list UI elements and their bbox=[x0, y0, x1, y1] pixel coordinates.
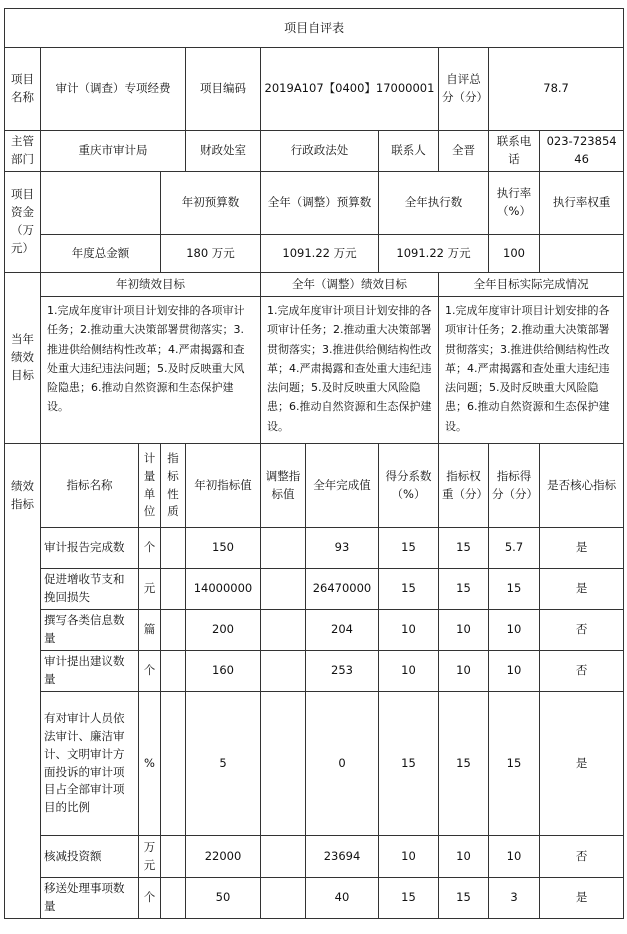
indicator-adj bbox=[261, 610, 306, 651]
goals-actual-header: 全年目标实际完成情况 bbox=[439, 273, 624, 297]
indicator-core: 否 bbox=[540, 610, 624, 651]
indicator-nature bbox=[161, 878, 186, 919]
total-adj-value: 1091.22 万元 bbox=[261, 235, 379, 273]
indicator-name: 撰写各类信息数量 bbox=[41, 610, 139, 651]
indicator-weight: 15 bbox=[439, 692, 489, 836]
indicator-name: 有对审计人员依法审计、廉洁审计、文明审计方面投诉的审计项目占全部审计项目的比例 bbox=[41, 692, 139, 836]
office-label: 财政处室 bbox=[186, 131, 261, 172]
funds-label: 项目资金（万元） bbox=[5, 172, 41, 273]
table-title: 项目自评表 bbox=[5, 9, 624, 48]
indicator-score: 10 bbox=[489, 651, 540, 692]
dept-label: 主管部门 bbox=[5, 131, 41, 172]
indicator-init: 22000 bbox=[186, 836, 261, 878]
indicator-core: 是 bbox=[540, 569, 624, 610]
goals-adj-text: 1.完成年度审计项目计划安排的各项审计任务；2.推动重大决策部署贯彻落实；3.推进供给侧结构性改革；4.严肃揭露和查处重大违纪违法问题；5.及时反映重大风险隐患；6.推动自然资源和生态保护建设。 bbox=[261, 297, 439, 444]
indicator-weight: 15 bbox=[439, 528, 489, 569]
goals-actual-text: 1.完成年度审计项目计划安排的各项审计任务；2.推动重大决策部署贯彻落实；3.推进供给侧结构性改革；4.严肃揭露和查处重大违纪违法问题；5.及时反映重大风险隐患；6.推动自然资源和生态保护建设。 bbox=[439, 297, 624, 444]
indicator-actual: 93 bbox=[306, 528, 379, 569]
indicators-label: 绩效指标 bbox=[5, 444, 41, 919]
indicator-unit: 元 bbox=[139, 569, 161, 610]
indicator-score: 10 bbox=[489, 610, 540, 651]
indicator-core: 是 bbox=[540, 528, 624, 569]
indicator-weight: 15 bbox=[439, 878, 489, 919]
indicator-adj bbox=[261, 836, 306, 878]
total-score-value: 78.7 bbox=[489, 48, 624, 131]
indicator-unit-header: 计量单位 bbox=[139, 444, 161, 528]
table-row bbox=[5, 692, 624, 836]
indicator-unit: 篇 bbox=[139, 610, 161, 651]
indicator-init: 200 bbox=[186, 610, 261, 651]
project-name-label: 项目名称 bbox=[5, 48, 41, 131]
total-score-label: 自评总分（分） bbox=[439, 48, 489, 131]
indicator-nature bbox=[161, 836, 186, 878]
project-name-value: 审计（调查）专项经费 bbox=[41, 48, 186, 131]
executed-header: 全年执行数 bbox=[379, 172, 489, 235]
table-row bbox=[5, 836, 624, 878]
indicator-core: 否 bbox=[540, 651, 624, 692]
office-value: 行政政法处 bbox=[261, 131, 379, 172]
indicator-score: 15 bbox=[489, 569, 540, 610]
total-weight-value bbox=[540, 235, 624, 273]
indicator-nature bbox=[161, 692, 186, 836]
phone-label: 联系电话 bbox=[489, 131, 540, 172]
goals-init-header: 年初绩效目标 bbox=[41, 273, 261, 297]
indicator-actual-header: 全年完成值 bbox=[306, 444, 379, 528]
indicator-coef: 15 bbox=[379, 569, 439, 610]
indicator-name: 审计提出建议数量 bbox=[41, 651, 139, 692]
indicator-core: 否 bbox=[540, 836, 624, 878]
indicator-unit: 个 bbox=[139, 528, 161, 569]
table-row bbox=[5, 610, 624, 651]
goals-label: 当年绩效目标 bbox=[5, 273, 41, 444]
indicator-init: 5 bbox=[186, 692, 261, 836]
project-code-label: 项目编码 bbox=[186, 48, 261, 131]
budget-init-header: 年初预算数 bbox=[161, 172, 261, 235]
indicator-adj bbox=[261, 651, 306, 692]
indicator-score: 15 bbox=[489, 692, 540, 836]
indicator-name: 移送处理事项数量 bbox=[41, 878, 139, 919]
indicator-unit: % bbox=[139, 692, 161, 836]
indicator-unit: 个 bbox=[139, 651, 161, 692]
indicator-unit: 个 bbox=[139, 878, 161, 919]
indicator-core-header: 是否核心指标 bbox=[540, 444, 624, 528]
table-row bbox=[5, 569, 624, 610]
indicator-nature bbox=[161, 528, 186, 569]
indicator-score: 10 bbox=[489, 836, 540, 878]
total-amount-label: 年度总金额 bbox=[41, 235, 161, 273]
total-init-value: 180 万元 bbox=[161, 235, 261, 273]
indicator-adj bbox=[261, 569, 306, 610]
indicator-coef: 15 bbox=[379, 878, 439, 919]
goals-adj-header: 全年（调整）绩效目标 bbox=[261, 273, 439, 297]
indicator-score-header: 指标得分（分） bbox=[489, 444, 540, 528]
exec-rate-header: 执行率（%） bbox=[489, 172, 540, 235]
funds-blank bbox=[41, 172, 161, 235]
indicator-actual: 23694 bbox=[306, 836, 379, 878]
goals-init-text: 1.完成年度审计项目计划安排的各项审计任务；2.推动重大决策部署贯彻落实；3.推进供给侧结构性改革；4.严肃揭露和查处重大违纪违法问题；5.及时反映重大风险隐患；6.推动自然资源和生态保护建设。 bbox=[41, 297, 261, 444]
total-exec-value: 1091.22 万元 bbox=[379, 235, 489, 273]
indicator-actual: 253 bbox=[306, 651, 379, 692]
project-code-value: 2019A107【0400】17000001 bbox=[261, 48, 439, 131]
indicator-init: 150 bbox=[186, 528, 261, 569]
indicator-actual: 204 bbox=[306, 610, 379, 651]
exec-weight-header: 执行率权重 bbox=[540, 172, 624, 235]
indicator-core: 是 bbox=[540, 878, 624, 919]
contact-value: 全晋 bbox=[439, 131, 489, 172]
indicator-name: 促进增收节支和挽回损失 bbox=[41, 569, 139, 610]
indicator-nature bbox=[161, 651, 186, 692]
phone-value: 023-72385446 bbox=[540, 131, 624, 172]
table-row bbox=[5, 651, 624, 692]
indicator-name-header: 指标名称 bbox=[41, 444, 139, 528]
indicator-weight-header: 指标权重（分） bbox=[439, 444, 489, 528]
indicator-weight: 10 bbox=[439, 651, 489, 692]
indicator-coef: 15 bbox=[379, 692, 439, 836]
indicator-nature bbox=[161, 569, 186, 610]
indicator-score: 5.7 bbox=[489, 528, 540, 569]
indicator-weight: 10 bbox=[439, 836, 489, 878]
contact-label: 联系人 bbox=[379, 131, 439, 172]
indicator-adj bbox=[261, 692, 306, 836]
indicator-name: 审计报告完成数 bbox=[41, 528, 139, 569]
indicator-coef-header: 得分系数（%） bbox=[379, 444, 439, 528]
indicator-coef: 10 bbox=[379, 836, 439, 878]
indicator-score: 3 bbox=[489, 878, 540, 919]
indicator-adj bbox=[261, 528, 306, 569]
indicator-coef: 10 bbox=[379, 651, 439, 692]
total-rate-value: 100 bbox=[489, 235, 540, 273]
indicator-nature bbox=[161, 610, 186, 651]
indicator-weight: 15 bbox=[439, 569, 489, 610]
dept-value: 重庆市审计局 bbox=[41, 131, 186, 172]
indicator-nature-header: 指标性质 bbox=[161, 444, 186, 528]
budget-adj-header: 全年（调整）预算数 bbox=[261, 172, 379, 235]
indicator-init: 50 bbox=[186, 878, 261, 919]
indicator-adj-header: 调整指标值 bbox=[261, 444, 306, 528]
indicator-coef: 10 bbox=[379, 610, 439, 651]
indicator-name: 核减投资额 bbox=[41, 836, 139, 878]
indicator-init-header: 年初指标值 bbox=[186, 444, 261, 528]
evaluation-table bbox=[4, 8, 624, 919]
indicator-coef: 15 bbox=[379, 528, 439, 569]
indicator-weight: 10 bbox=[439, 610, 489, 651]
indicator-actual: 0 bbox=[306, 692, 379, 836]
indicator-actual: 40 bbox=[306, 878, 379, 919]
indicator-init: 160 bbox=[186, 651, 261, 692]
indicator-actual: 26470000 bbox=[306, 569, 379, 610]
indicator-unit: 万元 bbox=[139, 836, 161, 878]
table-row bbox=[5, 528, 624, 569]
indicator-init: 14000000 bbox=[186, 569, 261, 610]
indicator-adj bbox=[261, 878, 306, 919]
indicator-core: 是 bbox=[540, 692, 624, 836]
table-row bbox=[5, 878, 624, 919]
